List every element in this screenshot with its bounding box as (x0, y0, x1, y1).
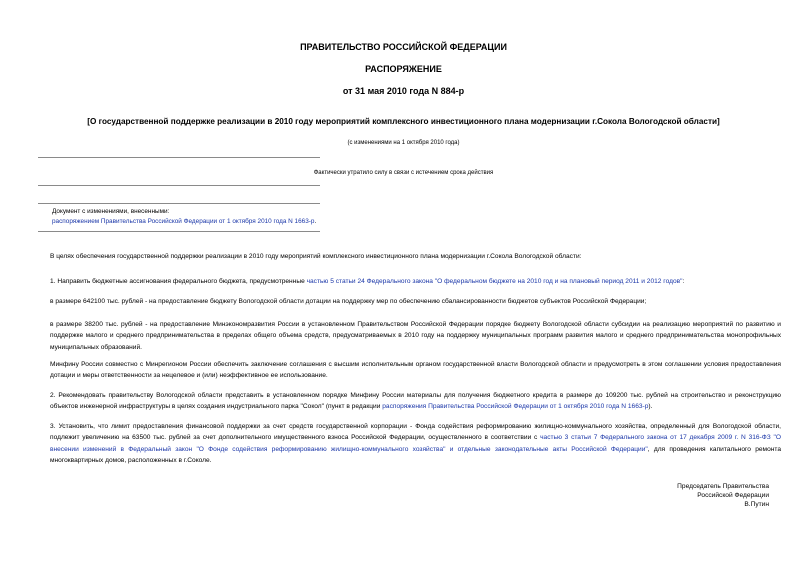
divider (38, 231, 320, 232)
paragraph-2 (38, 390, 781, 413)
government-heading: ПРАВИТЕЛЬСТВО РОССИЙСКОЙ ФЕДЕРАЦИИ (300, 42, 507, 52)
federal-budget-law-link[interactable]: частью 5 статьи 24 Федерального закона "О федеральном бюджете на 2010 год и на плановый период 2011 и 2012 годов" (306, 278, 683, 285)
paragraph-1 (38, 276, 781, 287)
date-line: от 31 мая 2010 года N 884-р (342, 86, 465, 96)
amendments-label: Документ с изменениями, внесенными: (52, 208, 170, 215)
paragraph-intro: В целях обеспечения государственной поддержки реализации в 2010 году мероприятий комплексного инвестиционного плана модернизации г.Сокола Вологодской области: (50, 253, 582, 260)
amendments-block (52, 207, 352, 227)
paragraph-2-tail: ). (648, 403, 653, 411)
amendment-link[interactable]: распоряжением Правительства Российской Федерации от 1 октября 2010 года N 1663-р (52, 218, 315, 225)
divider (38, 203, 320, 204)
paragraph-3-tail: , для проведения капитального ремонта многоквартирных домов, расположенных в г.Соколе. (50, 445, 781, 465)
paragraph-1-text: 1. Направить бюджетные ассигнования федерального бюджета, предусмотренные (50, 278, 307, 285)
status-note: Фактически утратило силу в связи с истечением срока действия (313, 170, 494, 176)
federal-law-316-link[interactable]: частью 3 статьи 7 Федерального закона от 17 декабря 2009 г. N 316-ФЗ "О внесении изменений в Федеральный закон "О Фонде содействия реформированию жилищно-коммунального хозяйства" и отдельные законодательные акты Российской Федерации" (50, 434, 781, 453)
paragraph-minfin: Минфину России совместно с Минрегионом России обеспечить заключение соглашения с высшим исполнительным органом государственной власти Вологодской области и предусмотреть в этом соглашении условия предоставления дотации и меры ответственности за нецелевое и (или) неэффективное ее использование. (50, 361, 781, 380)
edition-note: (с изменениями на 1 октября 2010 года) (347, 140, 460, 146)
amendment-reference-link[interactable]: распоряжения Правительства Российской Федерации от 1 октября 2010 года N 1663-р (382, 403, 649, 411)
divider (38, 185, 320, 186)
paragraph-subsidy-1: в размере 642100 тыс. рублей - на предоставление бюджету Вологодской области дотации на поддержку мер по обеспечению сбалансированности бюджетов субъектов Российской Федерации; (50, 298, 647, 305)
paragraph-1-tail: : (682, 278, 685, 285)
doc-type-heading: РАСПОРЯЖЕНИЕ (365, 64, 442, 74)
paragraph-3-text: 3. Установить, что лимит предоставления финансовой поддержки за счет средств государственной корпорации - Фонда содействия реформированию жилищно-коммунального хозяйства, определенный для Вологодской области, подлежит увеличению на 63500 тыс. рублей за счет дополнительного имущественного взноса Российской Федерации, осуществленного в соответствии с (50, 423, 781, 442)
signature-organization: Российской Федерации (697, 492, 769, 499)
signature-position: Председатель Правительства (677, 483, 769, 490)
paragraph-subsidy-2: в размере 38200 тыс. рублей - на предоставление Минэкономразвития России в установленном Правительством Российской Федерации порядке бюджету Вологодской области субсидии на реализацию мероприятий по развитию и поддержке малого и среднего предпринимательства в пределах общего объема средств, предусматриваемых в 2010 году на поддержку муниципальных программ развития малого и среднего предпринимательства монопрофильных муниципальных образований. (50, 321, 781, 351)
amendments-line (52, 217, 352, 227)
paragraph-2-text: 2. Рекомендовать правительству Вологодской области представить в установленном порядке Минфину России материалы для получения бюджетного кредита в размере до 109200 тыс. рублей на строительство и реконструкцию объектов инженерной инфраструктуры в целях создания индустриального парка "Сокол" (пункт в редакции (50, 392, 781, 411)
amendment-tail: . (314, 218, 317, 225)
page-title: [О государственной поддержке реализации в 2010 году мероприятий комплексного инвестиционного плана модернизации г.Сокола Вологодской области] (87, 117, 720, 126)
divider (38, 157, 320, 158)
paragraph-3 (38, 421, 781, 467)
signature-block (677, 482, 769, 509)
signature-name: В.Путин (744, 501, 769, 508)
